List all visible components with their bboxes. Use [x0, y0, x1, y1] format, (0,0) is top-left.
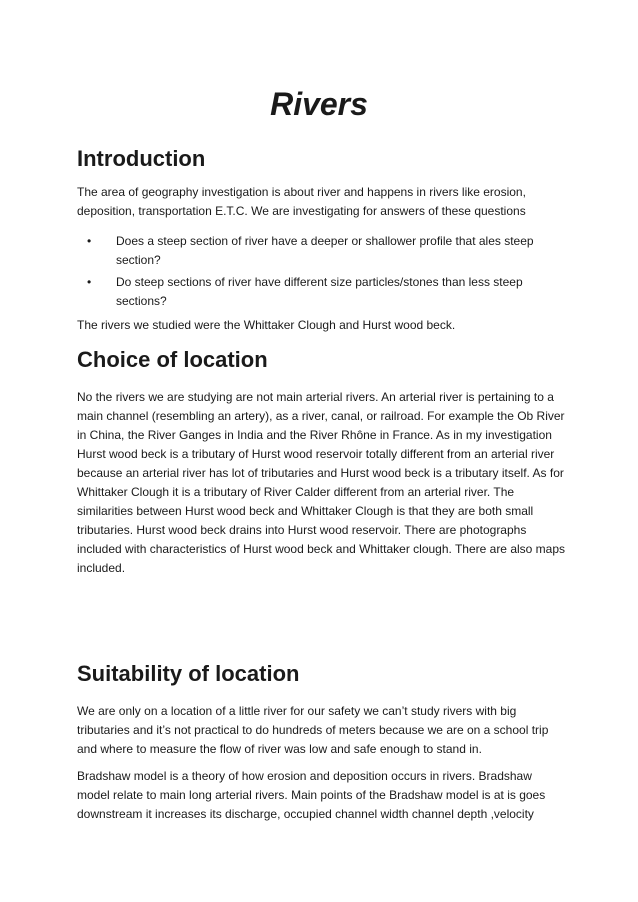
bullet-icon: • [87, 275, 92, 289]
list-item [77, 273, 567, 311]
bullet-icon: • [87, 234, 92, 248]
choice-of-location-heading: Choice of location [77, 347, 268, 372]
introduction-heading: Introduction [77, 146, 206, 171]
question-list [77, 232, 567, 314]
list-item [77, 232, 567, 270]
list-item-text: Does a steep section of river have a deeper or shallower profile that ales steep section? [116, 234, 534, 267]
suitability-heading: Suitability of location [77, 661, 300, 686]
bradshaw-paragraph: Bradshaw model is a theory of how erosion and deposition occurs in rivers. Bradshaw model relate to main long arterial rivers. Main points of the Bradshaw model is at is goes downstream it increases its discharge, occupied channel width channel depth ,velocity [77, 769, 546, 821]
choice-of-location-paragraph: No the rivers we are studying are not main arterial rivers. An arterial river is pertaining to a main channel (resembling an artery), as a river, canal, or railroad. For example the Ob River in China, the River Ganges in India and the River Rhône in France. As in my investigation Hurst wood beck is a tributary of Hurst wood reservoir totally different from an arterial river because an arterial river has lot of tributaries and Hurst wood beck is a tributary itself. As for Whittaker Clough it is a tributary of River Calder different from an arterial river. The similarities between Hurst wood beck and Whittaker Clough is that they are both small tributaries. Hurst wood beck drains into Hurst wood reservoir. There are photographs included with characteristics of Hurst wood beck and Whittaker clough. There are also maps included. [77, 390, 566, 575]
introduction-paragraph: The area of geography investigation is about river and happens in rivers like erosion, deposition, transportation E.T.C. We are investigating for answers of these questions [77, 185, 526, 218]
page-title: Rivers [270, 86, 368, 122]
suitability-paragraph: We are only on a location of a little river for our safety we can’t study rivers with big tributaries and it’s not practical to do hundreds of meters because we are on a school trip and where to measure the flow of river was low and safe enough to stand in. [77, 704, 549, 756]
rivers-studied-paragraph: The rivers we studied were the Whittaker Clough and Hurst wood beck. [77, 318, 456, 332]
list-item-text: Do steep sections of river have different size particles/stones than less steep sections? [116, 275, 523, 308]
